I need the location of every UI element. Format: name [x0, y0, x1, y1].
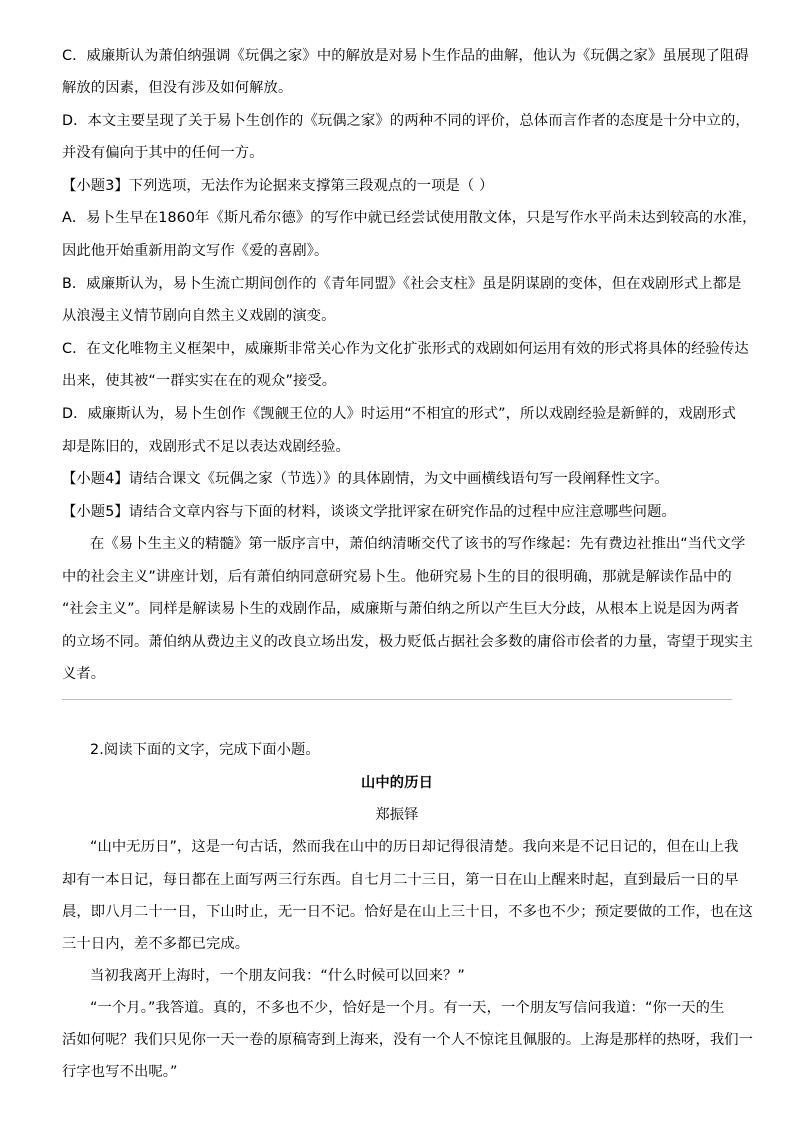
material-line-2: 中的社会主义”讲座计划，后有萧伯纳同意研究易卜生。他研究易卜生的目的很明确，那就是解读作品中的	[62, 569, 732, 585]
option-c-line-2: 出来，使其被“一群实实在在的观众”接受。	[62, 373, 337, 389]
article-line-6: “一个月。”我答道。真的，不多也不少，恰好是一个月。有一天，一个朋友写信问我道：“你一天的生	[90, 1000, 725, 1016]
material-line-4: 的立场不同。萧伯纳从费边主义的改良立场出发，极力贬低占据社会多数的庸俗市侩者的力量，寄望于现实主	[62, 634, 754, 650]
question-4: 【小题4】请结合课文《玩偶之家（节选）》的具体剧情，为文中画横线语句写一段阐释性文字。	[62, 471, 669, 487]
option-c-line-1: C．在文化唯物主义框架中，威廉斯非常关心作为文化扩张形式的戏剧如何运用有效的形式将具体的经验传达	[62, 341, 749, 357]
material-line-3: “社会主义”。同样是解读易卜生的戏剧作品，威廉斯与萧伯纳之所以产生巨大分歧，从根本上说是因为两者	[62, 601, 740, 617]
option-b-line-1: B．威廉斯认为，易卜生流亡期间创作的《青年同盟》《社会支柱》虽是阴谋剧的变体，但在戏剧形式上都是	[62, 276, 742, 292]
option-d-line-2: 却是陈旧的，戏剧形式不足以表达戏剧经验。	[62, 439, 350, 455]
article-line-4: 三十日内，差不多都已完成。	[62, 936, 250, 952]
option-3d-line-2: 并没有偏向于其中的任何一方。	[62, 145, 264, 161]
article-title: 山中的历日	[361, 775, 433, 791]
article-line-1: “山中无历日”，这是一句古话，然而我在山中的历日却记得很清楚。我向来是不记日记的，但在山上我	[90, 839, 739, 855]
section-divider	[62, 699, 732, 700]
material-line-5: 义者。	[62, 666, 106, 682]
material-line-1: 在《易卜生主义的精髓》第一版序言中，萧伯纳清晰交代了该书的写作缘起：先有费边社推出“当代文学	[90, 536, 746, 552]
article-line-8: 行字也写不出呢。”	[62, 1064, 178, 1080]
option-3c-line-2: 解放的因素，但没有涉及如何解放。	[62, 80, 293, 96]
option-a-line-1: A．易卜生早在1860年《斯凡希尔德》的写作中就已经尝试使用散文体，只是写作水平尚未达到较高的水准，	[62, 210, 757, 226]
option-b-line-2: 从浪漫主义情节剧向自然主义戏剧的演变。	[62, 308, 336, 324]
article-line-3: 晨，即八月二十一日，下山时止，无一日不记。恰好是在山上三十日，不多也不少；预定要做的工作，也在这	[62, 904, 754, 920]
option-d-line-1: D．威廉斯认为，易卜生创作《觊觎王位的人》时运用“不相宜的形式”，所以戏剧经验是新鲜的，戏剧形式	[62, 406, 736, 422]
article-author: 郑振铎	[375, 807, 419, 823]
article-line-2: 却有一本日记，每日都在上面写两三行东西。自七月二十三日，第一日在山上醒来时起，直到最后一日的早	[62, 872, 739, 888]
option-3d-line-1: D．本文主要呈现了关于易卜生创作的《玩偶之家》的两种不同的评价，总体而言作者的态度是十分中立的，	[62, 113, 750, 129]
question-5: 【小题5】请结合文章内容与下面的材料，谈谈文学批评家在研究作品的过程中应注意哪些问题。	[62, 504, 676, 520]
article-line-5: 当初我离开上海时，一个朋友问我：“什么时候可以回来？”	[90, 968, 465, 984]
question-3: 【小题3】下列选项，无法作为论据来支撑第三段观点的一项是（ ）	[62, 178, 494, 194]
option-3c-line-1: C．威廉斯认为萧伯纳强调《玩偶之家》中的解放是对易卜生作品的曲解，他认为《玩偶之家》虽展现了阻碍	[62, 48, 749, 64]
article-line-7: 活如何呢？我们只见你一天一卷的原稿寄到上海来，没有一个人不惊诧且佩服的。上海是那样的热呀，我们一	[62, 1032, 754, 1048]
section-2-heading: 2.阅读下面的文字，完成下面小题。	[90, 742, 320, 758]
option-a-line-2: 因此他开始重新用韵文写作《爱的喜剧》。	[62, 243, 329, 259]
